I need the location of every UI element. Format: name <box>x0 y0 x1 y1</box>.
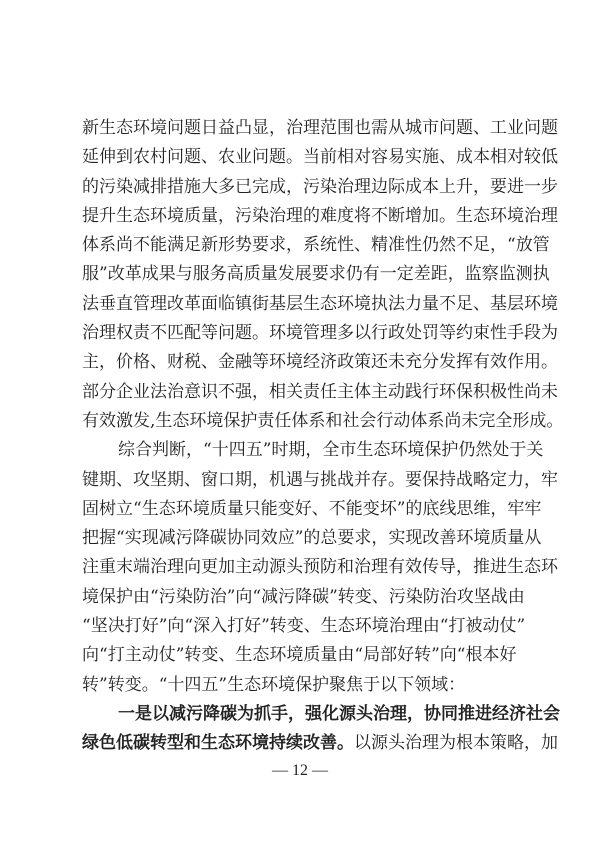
text-line: 境保护由“污染防治”向“减污降碳”转变、污染防治攻坚战由 <box>82 586 525 607</box>
text-line: 主，价格、财税、金融等环境经济政策还未充分发挥有效作用。 <box>82 352 558 373</box>
text-line: 延伸到农村问题、农业问题。当前相对容易实施、成本相对较低 <box>82 147 558 168</box>
text-line-bold: 一是以减污降碳为抓手，强化源头治理，协同推进经济社会 <box>118 703 560 724</box>
text-line: 治理权责不匹配等问题。环境管理多以行政处罚等约束性手段为 <box>82 323 558 344</box>
text-line: 提升生态环境质量，污染治理的难度将不断增加。生态环境治理 <box>82 205 558 226</box>
text-line: 固树立“生态环境质量只能变好、不能变坏”的底线思维，牢牢 <box>82 498 542 519</box>
text-line: 注重末端治理向更加主动源头预防和治理有效传导，推进生态环 <box>82 557 558 578</box>
document-body <box>82 114 564 759</box>
text-line: 有效激发,生态环境保护责任体系和社会行动体系尚未完全形成。 <box>82 410 564 431</box>
text-segment: 以源头治理为根本策略，加 <box>354 733 558 754</box>
text-line: “坚决打好”向“深入打好”转变、生态环境治理由“打被动仗” <box>82 616 526 637</box>
text-line: 法垂直管理改革面临镇街基层生态环境执法力量不足、基层环境 <box>82 293 558 314</box>
text-bold-segment: 绿色低碳转型和生态环境持续改善。 <box>82 733 354 754</box>
text-line: 向“打主动仗”转变、生态环境质量由“局部好转”向“根本好 <box>82 645 517 666</box>
text-line: 部分企业法治意识不强，相关责任主体主动践行环保积极性尚未 <box>82 381 558 402</box>
text-line: 的污染减排措施大多已完成，污染治理边际成本上升，要进一步 <box>82 176 558 197</box>
page-number: — 12 — <box>272 762 328 779</box>
text-line: 转”转变。“十四五”生态环境保护聚焦于以下领域： <box>82 674 466 695</box>
text-line: 新生态环境问题日益凸显，治理范围也需从城市问题、工业问题 <box>82 118 558 138</box>
text-line: 把握“实现减污降碳协同效应”的总要求，实现改善环境质量从 <box>82 528 542 549</box>
text-line: 综合判断，“十四五”时期，全市生态环境保护仍然处于关 <box>118 440 544 461</box>
text-line: 键期、攻坚期、窗口期，机遇与挑战并存。要保持战略定力，牢 <box>82 469 558 490</box>
text-line: 服”改革成果与服务高质量发展要求仍有一定差距，监察监测执 <box>82 264 550 285</box>
text-line: 体系尚不能满足新形势要求，系统性、精准性仍然不足，“放管 <box>82 235 550 256</box>
text-line-mixed <box>82 729 558 758</box>
